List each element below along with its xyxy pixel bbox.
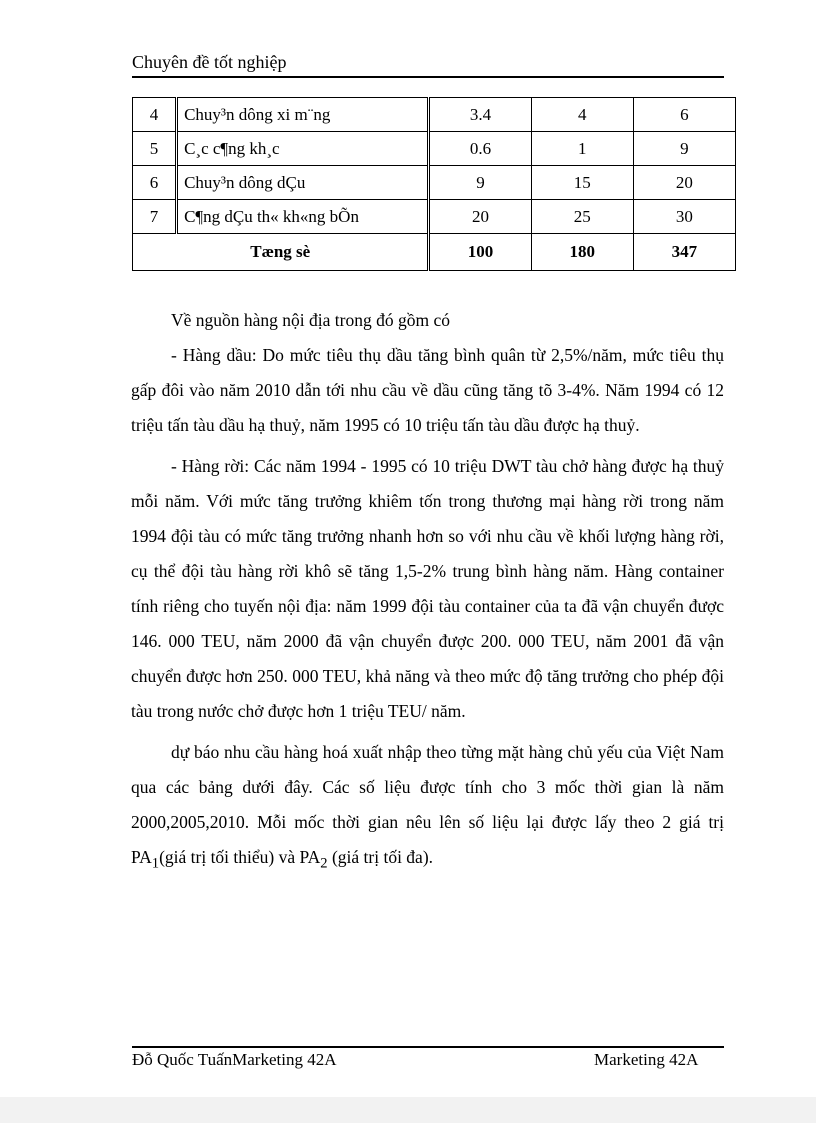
forecast-text: dự báo nhu cầu hàng hoá xuất nhập theo từng mặt hàng chủ yếu của Việt Nam qua các bảng dưới đây. Các số liệu được tính cho 3 mốc thời gian là năm 2000,2005,2010. Mỗi mốc thời gian nêu lên số liệu lại được lấy theo 2 giá trị xyxy=(131,742,724,832)
paragraph-bulk-cargo: - Hàng rời: Các năm 1994 - 1995 có 10 triệu DWT tàu chở hàng được hạ thuỷ mỗi năm. Với mức tăng trưởng khiêm tốn trong thương mại hàng rời trong năm 1994 đội tàu có mức tăng trưởng nhanh hơn so với nhu cầu về khối lượng hàng rời, cụ thể đội tàu hàng rời khô sẽ tăng 1,5-2% trung bình hàng năm. Hàng container tính riêng cho tuyến nội địa: năm 1999 đội tàu container của ta đã vận chuyển được 146. 000 TEU, năm 2000 đã vận chuyển được 200. 000 TEU, năm 2001 đã vận chuyển được hơn 250. 000 TEU, khả năng và theo mức độ tăng trưởng cho phép đội tàu trong nước chở được hơn 1 triệu TEU/ năm. xyxy=(131,456,724,721)
row-value-3: 6 xyxy=(633,98,735,132)
row-number: 6 xyxy=(133,166,177,200)
row-value-2: 25 xyxy=(531,200,633,234)
data-table xyxy=(132,97,736,271)
paragraph-domestic-sources: Về nguồn hàng nội địa trong đó gồm có xyxy=(171,310,450,330)
row-number: 5 xyxy=(133,132,177,166)
row-name: C¸c c¶ng kh¸c xyxy=(177,132,429,166)
total-label: Tæng sè xyxy=(133,234,429,271)
row-value-2: 1 xyxy=(531,132,633,166)
body-text xyxy=(131,303,724,882)
total-value-2: 180 xyxy=(531,234,633,271)
table-row xyxy=(133,132,736,166)
row-value-3: 30 xyxy=(633,200,735,234)
row-value-3: 9 xyxy=(633,132,735,166)
row-value-2: 4 xyxy=(531,98,633,132)
row-value-1: 20 xyxy=(429,200,531,234)
paragraph-forecast xyxy=(131,735,724,882)
row-value-3: 20 xyxy=(633,166,735,200)
pa2-subscript: 2 xyxy=(320,855,328,872)
table-total-row xyxy=(133,234,736,271)
row-name: Chuy³n dông xi m¨ng xyxy=(177,98,429,132)
table-row xyxy=(133,166,736,200)
pa2-label: PA xyxy=(299,847,321,867)
pa1-label: PA xyxy=(131,847,152,867)
row-number: 7 xyxy=(133,200,177,234)
row-value-1: 0.6 xyxy=(429,132,531,166)
paragraph-oil-cargo: - Hàng dầu: Do mức tiêu thụ dầu tăng bình quân từ 2,5%/năm, mức tiêu thụ gấp đôi vào năm 2010 dẫn tới nhu cầu về dầu cũng tăng tõ 3-4%. Năm 1994 có 12 triệu tấn tàu dầu hạ thuỷ, năm 1995 có 10 triệu tấn tàu dầu được hạ thuỷ. xyxy=(131,345,724,435)
row-name: Chuy³n dông dÇu xyxy=(177,166,429,200)
pa1-note: (giá trị tối thiểu) và xyxy=(159,847,300,867)
row-value-2: 15 xyxy=(531,166,633,200)
pa1-subscript: 1 xyxy=(151,855,160,872)
row-value-1: 3.4 xyxy=(429,98,531,132)
total-value-1: 100 xyxy=(429,234,531,271)
row-number: 4 xyxy=(133,98,177,132)
table-row xyxy=(133,200,736,234)
pa2-note: (giá trị tối đa). xyxy=(327,847,434,867)
footer-author: Đỗ Quốc TuấnMarketing 42A xyxy=(132,1050,337,1069)
total-value-3: 347 xyxy=(633,234,735,271)
table-row xyxy=(133,98,736,132)
row-name: C¶ng dÇu th« kh«ng bÕn xyxy=(177,200,429,234)
page-header-title: Chuyên đề tốt nghiệp xyxy=(132,52,287,72)
page-bottom-band xyxy=(0,1097,816,1123)
row-value-1: 9 xyxy=(429,166,531,200)
footer-rule xyxy=(132,1046,724,1048)
header-rule xyxy=(132,76,724,78)
footer-class: Marketing 42A xyxy=(594,1050,699,1069)
